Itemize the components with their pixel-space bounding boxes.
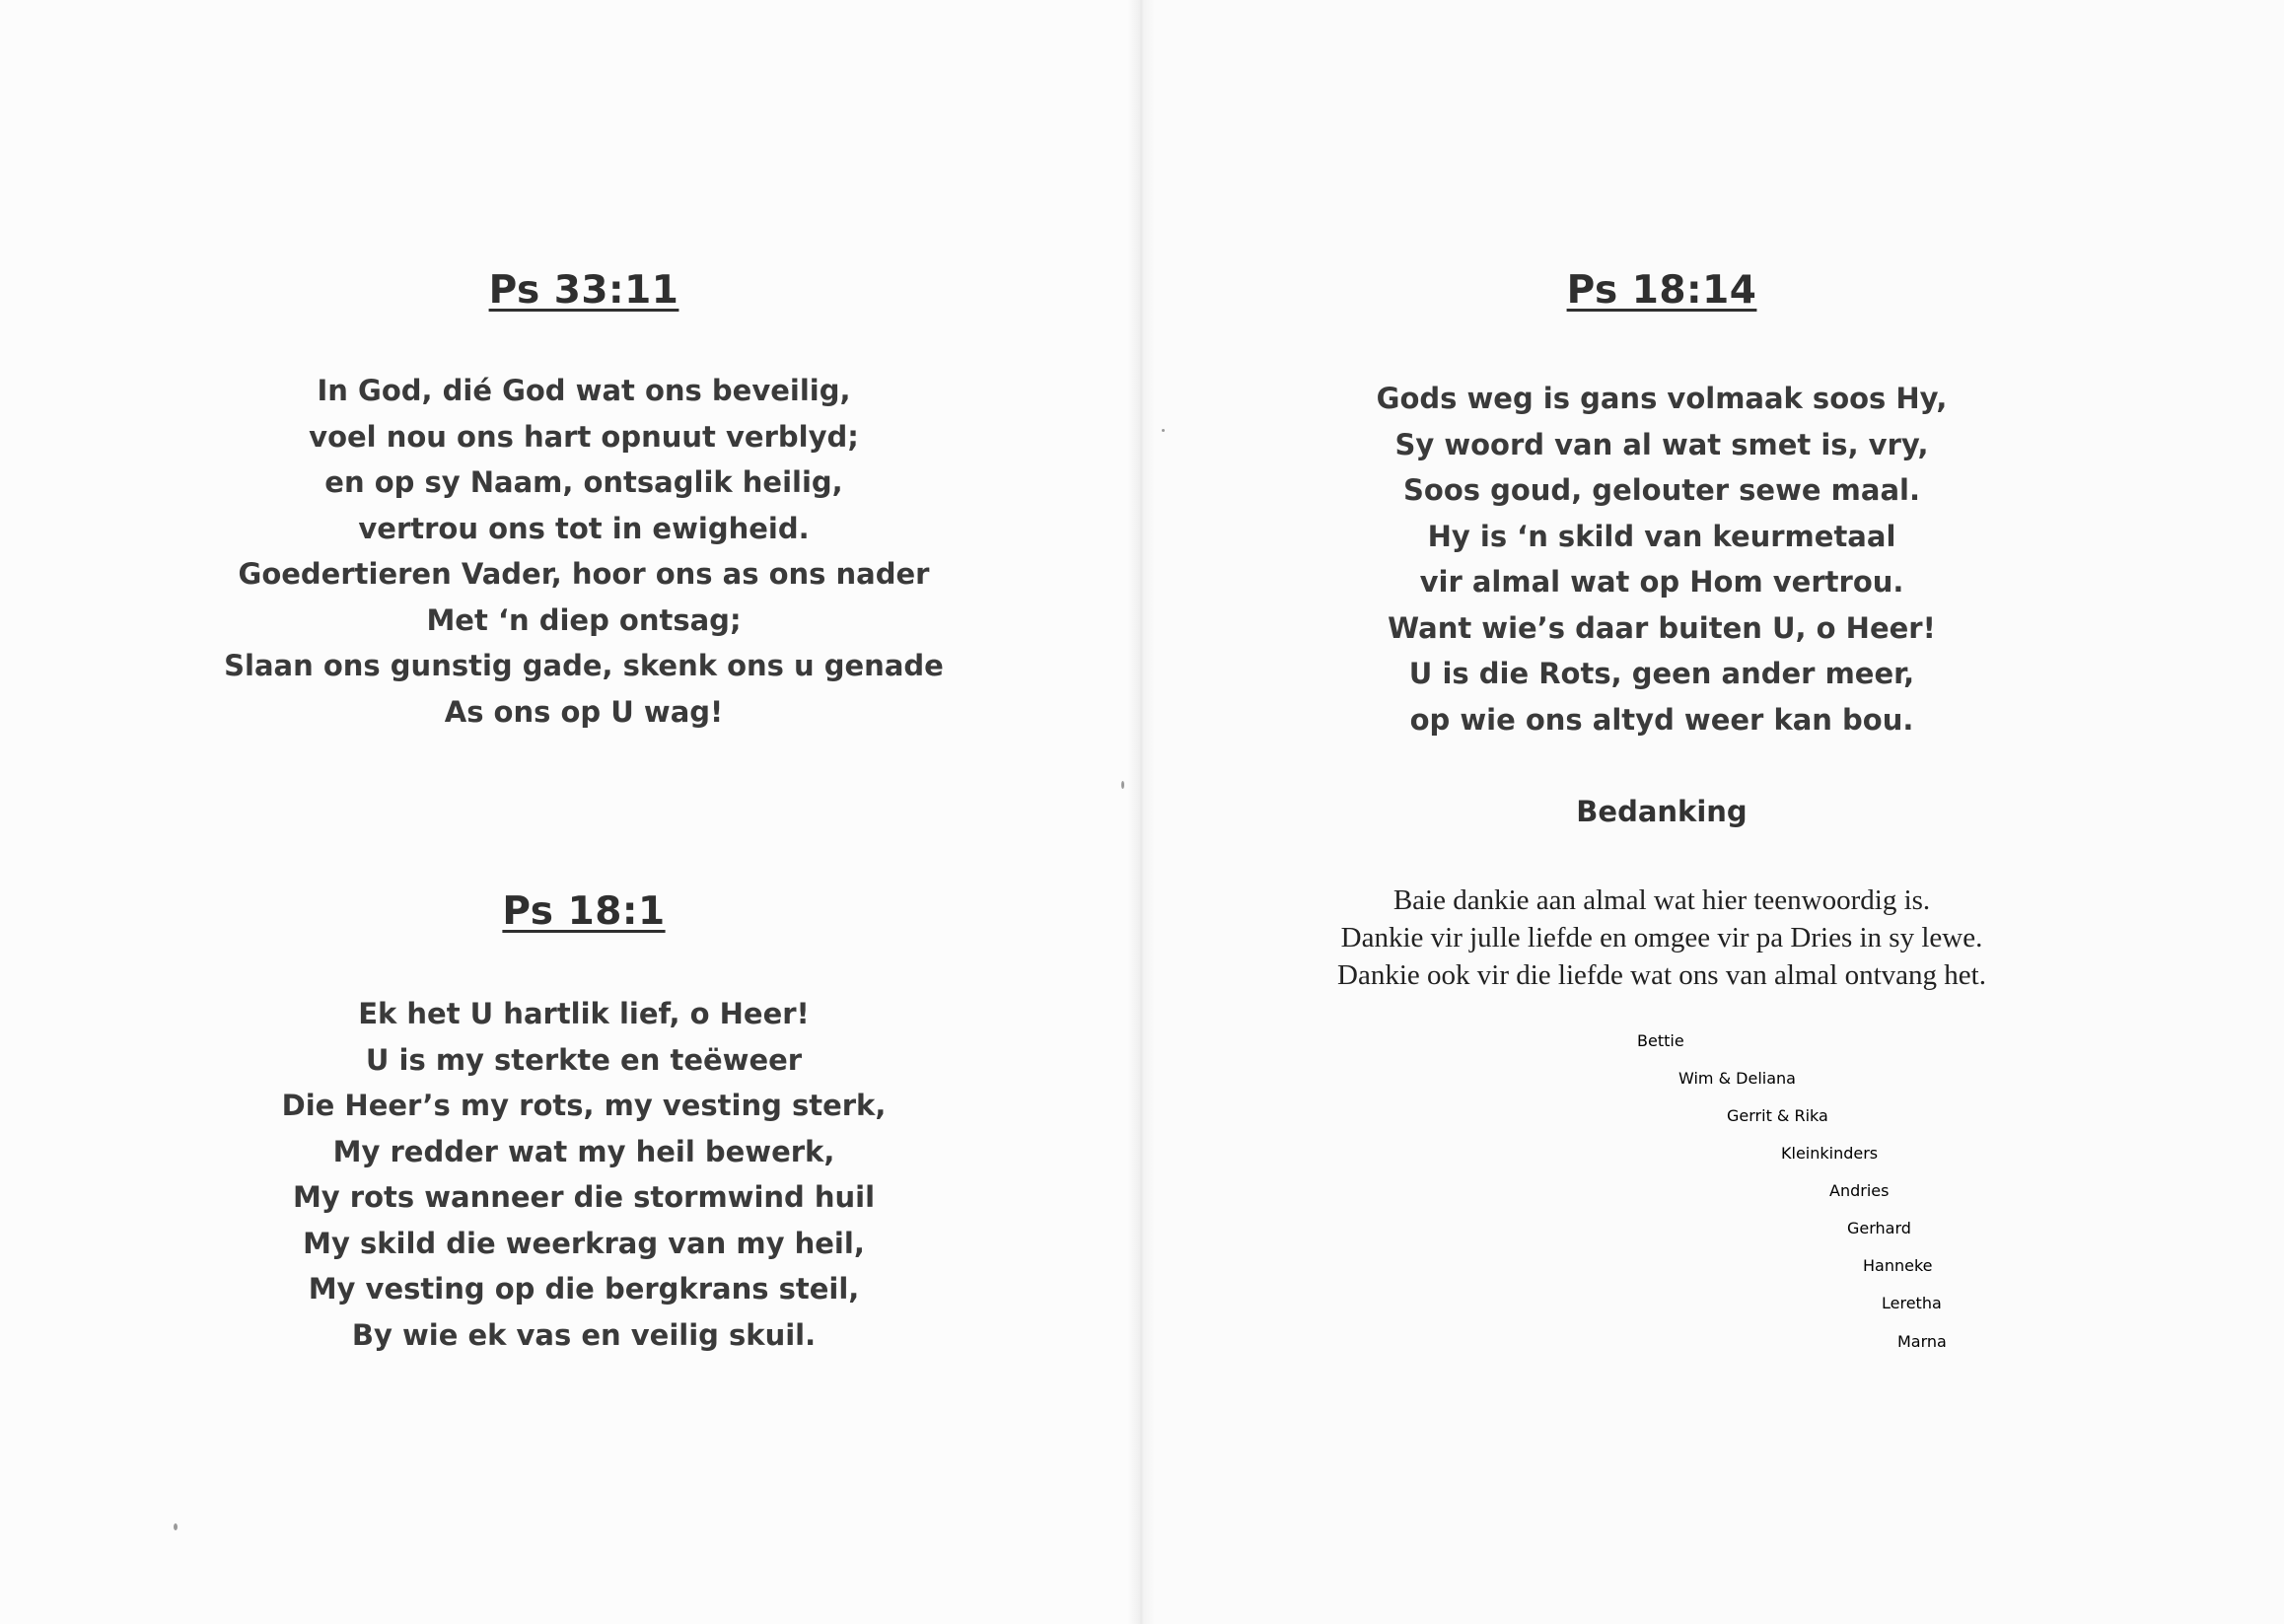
verse-line: Soos goud, gelouter sewe maal. — [1403, 473, 1920, 507]
psalm-18-1-verse — [118, 991, 1049, 1358]
verse-line: Sy woord van al wat smet is, vry, — [1394, 427, 1929, 461]
verse-line: My vesting op die bergkrans steil, — [308, 1272, 860, 1306]
verse-line: My skild die weerkrag van my heil, — [303, 1226, 865, 1260]
signature-name: Kleinkinders — [1781, 1144, 1879, 1163]
verse-line: My rots wanneer die stormwind huil — [292, 1180, 876, 1214]
verse-line: In God, dié God wat ons beveilig, — [317, 374, 851, 407]
psalm-18-14-heading: Ps 18:14 — [1566, 268, 1757, 313]
page-fold — [1127, 0, 1155, 1624]
thanks-text — [1233, 882, 2091, 994]
scan-speck — [1162, 429, 1165, 432]
verse-line: Slaan ons gunstig gade, skenk ons u genade — [224, 649, 944, 682]
verse-line: vertrou ons tot in ewigheid. — [358, 511, 810, 545]
verse-line: en op sy Naam, ontsaglik heilig, — [324, 465, 843, 499]
psalm-33-11-section — [118, 268, 1049, 313]
verse-line: U is die Rots, geen ander meer, — [1408, 657, 1915, 690]
psalm-18-1-section — [118, 889, 1049, 934]
signature-name: Gerhard — [1847, 1219, 1911, 1237]
psalm-33-11-verse — [118, 368, 1049, 735]
verse-line: Met ‘n diep ontsag; — [426, 602, 742, 637]
thanks-line: Baie dankie aan almal wat hier teenwoordig is. — [1392, 884, 1931, 916]
thanks-line: Dankie ook vir die liefde wat ons van almal ontvang het. — [1337, 959, 1986, 991]
signature-name: Leretha — [1882, 1294, 1942, 1312]
signature-name: Bettie — [1637, 1031, 1684, 1050]
verse-line: voel nou ons hart opnuut verblyd; — [309, 419, 859, 454]
psalm-18-1-heading: Ps 18:1 — [502, 889, 666, 934]
signature-name: Hanneke — [1863, 1256, 1933, 1275]
verse-line: Hy is ‘n skild van keurmetaal — [1427, 519, 1896, 553]
psalm-33-11-heading: Ps 33:11 — [488, 268, 679, 313]
verse-line: vir almal wat op Hom vertrou. — [1419, 565, 1904, 599]
scan-speck — [174, 1523, 178, 1530]
thanks-title: Bedanking — [1576, 795, 1748, 828]
verse-line: Ek het U hartlik lief, o Heer! — [358, 997, 810, 1030]
verse-line: Goedertieren Vader, hoor ons as ons nader — [238, 557, 930, 591]
verse-line: Die Heer’s my rots, my vesting sterk, — [281, 1089, 887, 1122]
verse-line: U is my sterkte en teëweer — [365, 1042, 803, 1077]
signature-name: Wim & Deliana — [1678, 1069, 1796, 1088]
psalm-18-14-verse — [1233, 376, 2091, 742]
signature-name: Gerrit & Rika — [1727, 1106, 1828, 1125]
signature-name: Andries — [1829, 1181, 1890, 1200]
signature-name: Marna — [1897, 1332, 1947, 1351]
thanks-line: Dankie vir julle liefde en omgee vir pa Dries in sy lewe. — [1340, 922, 1983, 953]
verse-line: Want wie’s daar buiten U, o Heer! — [1388, 610, 1936, 645]
verse-line: Gods weg is gans volmaak soos Hy, — [1376, 382, 1948, 415]
scan-speck — [1121, 781, 1124, 789]
verse-line: op wie ons altyd weer kan bou. — [1409, 702, 1914, 737]
psalm-18-14-section — [1233, 268, 2091, 313]
verse-line: As ons op U wag! — [444, 694, 724, 729]
verse-line: My redder wat my heil bewerk, — [332, 1134, 835, 1168]
verse-line: By wie ek vas en veilig skuil. — [351, 1317, 817, 1352]
thanks-section — [1233, 795, 2091, 828]
